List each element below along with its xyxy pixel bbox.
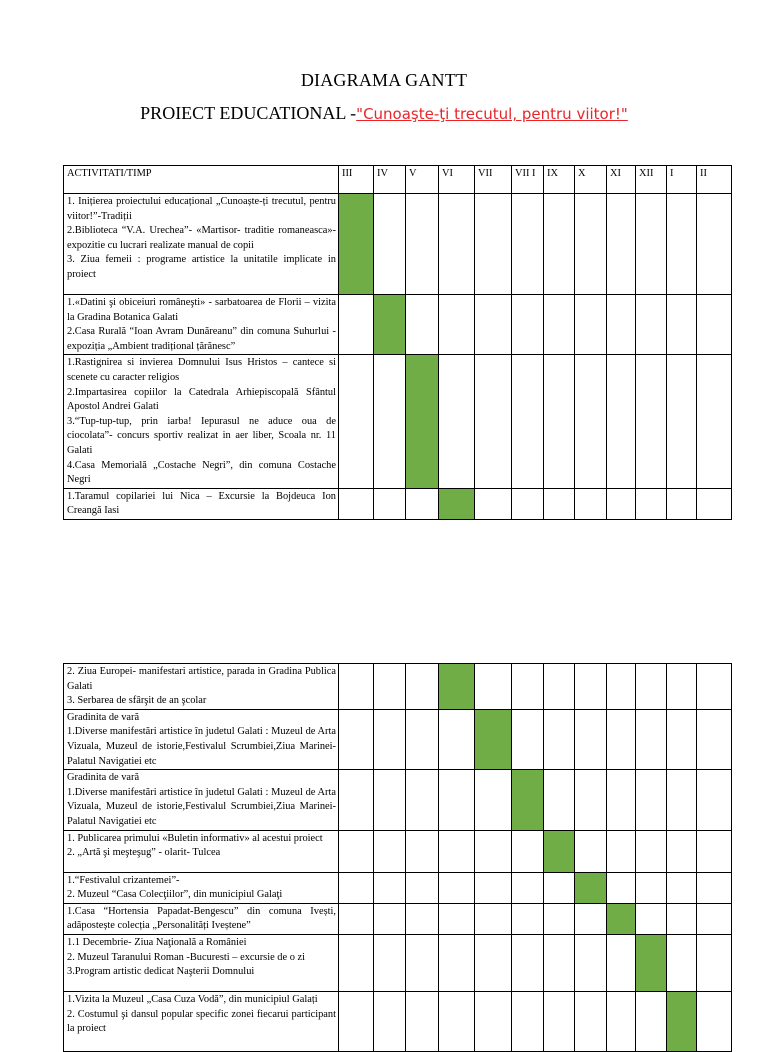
gantt-bar xyxy=(512,770,544,830)
month-header: VII I xyxy=(512,166,544,194)
month-header: VII xyxy=(475,166,512,194)
month-cell xyxy=(544,903,575,934)
activity-line: 4.Casa Memorială „Costache Negri”, din comuna Costache Negri xyxy=(67,459,336,486)
month-cell xyxy=(697,709,732,769)
activity-line: 1. Publicarea primului «Buletin informativ» al acestui proiect xyxy=(67,832,323,844)
activity-row xyxy=(64,770,732,830)
activity-cell xyxy=(64,355,339,488)
month-cell xyxy=(544,355,575,488)
month-cell xyxy=(439,770,475,830)
month-cell xyxy=(374,934,406,991)
month-cell xyxy=(697,872,732,903)
month-cell xyxy=(607,488,636,519)
month-cell xyxy=(636,770,667,830)
month-cell xyxy=(475,872,512,903)
month-cell xyxy=(374,770,406,830)
month-cell xyxy=(475,991,512,1051)
month-cell xyxy=(544,991,575,1051)
month-header: IV xyxy=(374,166,406,194)
activity-line: 3. Ziua femeii : programe artistice la unitatile implicate in proiect xyxy=(67,254,336,280)
month-cell xyxy=(575,991,607,1051)
month-cell xyxy=(374,355,406,488)
month-cell xyxy=(575,194,607,295)
month-cell xyxy=(374,872,406,903)
activity-line: 2. Muzeul “Casa Colecţiilor”, din municipiul Galaţi xyxy=(67,889,283,901)
gantt-bar xyxy=(439,488,475,519)
activity-row xyxy=(64,295,732,355)
activity-row xyxy=(64,872,732,903)
activity-cell xyxy=(64,770,339,830)
month-cell xyxy=(544,934,575,991)
month-cell xyxy=(339,355,374,488)
month-cell xyxy=(512,194,544,295)
month-cell xyxy=(575,709,607,769)
month-cell xyxy=(697,770,732,830)
month-cell xyxy=(475,295,512,355)
activity-cell xyxy=(64,934,339,991)
gantt-table-2 xyxy=(63,663,732,1052)
activity-line: 2. Muzeul Taranului Roman -Bucuresti – excursie de o zi xyxy=(67,951,305,963)
month-cell xyxy=(439,934,475,991)
month-cell xyxy=(406,488,439,519)
month-header: V xyxy=(406,166,439,194)
month-cell xyxy=(667,488,697,519)
activity-row xyxy=(64,664,732,710)
month-cell xyxy=(667,355,697,488)
month-header: XI xyxy=(607,166,636,194)
month-cell xyxy=(475,770,512,830)
month-cell xyxy=(512,872,544,903)
month-cell xyxy=(339,770,374,830)
activity-cell xyxy=(64,830,339,872)
month-cell xyxy=(512,295,544,355)
month-cell xyxy=(475,355,512,488)
activity-row xyxy=(64,194,732,295)
month-cell xyxy=(406,770,439,830)
gantt-header-row xyxy=(64,166,732,194)
month-cell xyxy=(339,903,374,934)
activity-cell xyxy=(64,903,339,934)
month-cell xyxy=(544,194,575,295)
month-cell xyxy=(475,488,512,519)
gantt-bar xyxy=(575,872,607,903)
month-cell xyxy=(667,664,697,710)
month-cell xyxy=(607,872,636,903)
activity-line: 2. Ziua Europei- manifestari artistice, parada in Gradina Publica Galati xyxy=(67,666,336,692)
month-cell xyxy=(636,709,667,769)
month-cell xyxy=(439,903,475,934)
activity-line: 2.Impartasirea copiilor la Catedrala Arhiepiscopală Sfântul Apostol Andrei Galati xyxy=(67,386,336,413)
month-cell xyxy=(339,830,374,872)
gantt-table-1 xyxy=(63,165,732,520)
activity-line: Gradinita de vară xyxy=(67,772,140,784)
month-cell xyxy=(667,934,697,991)
month-cell xyxy=(667,194,697,295)
activity-row xyxy=(64,934,732,991)
month-cell xyxy=(339,991,374,1051)
month-cell xyxy=(374,903,406,934)
gantt-bar xyxy=(636,934,667,991)
activity-row xyxy=(64,830,732,872)
month-cell xyxy=(475,903,512,934)
month-cell xyxy=(406,872,439,903)
month-cell xyxy=(374,709,406,769)
month-header: I xyxy=(667,166,697,194)
month-cell xyxy=(697,295,732,355)
month-cell xyxy=(512,709,544,769)
month-cell xyxy=(636,903,667,934)
activity-line: 1.Diverse manifestări artistice în judetul Galati : Muzeul de Arta Vizuala, Muzeul de istorie,Festivalul Scrumbiei,Ziua Marinei-Palatul Navigatiei etc xyxy=(67,726,336,767)
project-name: "Cunoaşte-ţi trecutul, pentru viitor!" xyxy=(356,105,628,123)
month-cell xyxy=(575,664,607,710)
gantt-bar xyxy=(667,991,697,1051)
month-cell xyxy=(439,295,475,355)
month-cell xyxy=(512,903,544,934)
activity-row xyxy=(64,488,732,519)
month-cell xyxy=(374,830,406,872)
month-cell xyxy=(667,709,697,769)
activity-cell xyxy=(64,194,339,295)
activity-line: 3.Program artistic dedicat Naşterii Domnului xyxy=(67,966,255,978)
month-cell xyxy=(544,872,575,903)
month-header: II xyxy=(697,166,732,194)
month-cell xyxy=(607,295,636,355)
document-subtitle xyxy=(0,103,768,124)
month-cell xyxy=(575,830,607,872)
activity-line: 2.Biblioteca “V.A. Urechea”- «Martisor- traditie romaneasca»- expozitie cu lucrari realizate manual de copii xyxy=(67,225,336,251)
month-cell xyxy=(667,903,697,934)
month-cell xyxy=(697,664,732,710)
activity-cell xyxy=(64,488,339,519)
month-cell xyxy=(607,991,636,1051)
month-cell xyxy=(475,664,512,710)
month-cell xyxy=(439,991,475,1051)
month-cell xyxy=(512,355,544,488)
month-cell xyxy=(439,830,475,872)
gantt-bar xyxy=(475,709,512,769)
activity-row xyxy=(64,355,732,488)
month-header: XII xyxy=(636,166,667,194)
month-cell xyxy=(339,709,374,769)
month-cell xyxy=(697,903,732,934)
month-cell xyxy=(512,934,544,991)
month-cell xyxy=(512,830,544,872)
subtitle-prefix: PROIECT EDUCATIONAL - xyxy=(140,103,357,123)
month-header: III xyxy=(339,166,374,194)
month-cell xyxy=(512,488,544,519)
month-cell xyxy=(406,991,439,1051)
month-cell xyxy=(544,770,575,830)
gantt-bar xyxy=(339,194,374,295)
month-cell xyxy=(667,830,697,872)
activity-line: 1.«Datini şi obiceiuri româneşti» - sarbatoarea de Florii – vizita la Gradina Botanica Galati xyxy=(67,297,336,323)
month-cell xyxy=(374,991,406,1051)
month-cell xyxy=(636,488,667,519)
gantt-bar xyxy=(406,355,439,488)
month-cell xyxy=(374,488,406,519)
month-cell xyxy=(475,830,512,872)
month-cell xyxy=(544,295,575,355)
month-cell xyxy=(607,355,636,488)
gantt-bar xyxy=(439,664,475,710)
activity-line: 1.Rastignirea si invierea Domnului Isus Hristos – cantece si scenete cu caracter religios xyxy=(67,357,336,383)
month-cell xyxy=(697,934,732,991)
activity-line: 1.Casa “Hortensia Papadat-Bengescu” din comuna Ivești, adăpostește colecția „Personalități Iveștene” xyxy=(67,905,336,932)
month-cell xyxy=(406,830,439,872)
month-cell xyxy=(636,872,667,903)
month-cell xyxy=(575,355,607,488)
month-cell xyxy=(339,934,374,991)
activity-cell xyxy=(64,664,339,710)
month-cell xyxy=(575,903,607,934)
month-cell xyxy=(406,194,439,295)
month-cell xyxy=(607,934,636,991)
month-cell xyxy=(575,770,607,830)
month-cell xyxy=(339,295,374,355)
activity-line: 1.Vizita la Muzeul „Casa Cuza Vodă”, din municipiul Galați xyxy=(67,993,318,1005)
month-cell xyxy=(667,872,697,903)
month-cell xyxy=(636,664,667,710)
month-cell xyxy=(636,194,667,295)
activity-time-header: ACTIVITATI/TIMP xyxy=(64,166,339,194)
activity-line: 2. Costumul şi dansul popular specific zonei fiecarui participant la proiect xyxy=(67,1008,336,1035)
activity-cell xyxy=(64,872,339,903)
month-cell xyxy=(636,830,667,872)
gantt-bar xyxy=(607,903,636,934)
month-cell xyxy=(544,709,575,769)
month-cell xyxy=(339,664,374,710)
month-cell xyxy=(339,488,374,519)
month-cell xyxy=(697,488,732,519)
month-cell xyxy=(607,194,636,295)
month-cell xyxy=(544,664,575,710)
activity-line: 2.Casa Rurală “Ioan Avram Dunăreanu” din comuna Suhurlui - expoziția „Ambient tradițional țărănesc” xyxy=(67,326,336,352)
activity-row xyxy=(64,991,732,1051)
activity-line: 2. „Artă şi meşteşug” - olarit- Tulcea xyxy=(67,847,221,859)
month-cell xyxy=(406,295,439,355)
activity-line: 1.Taramul copilariei lui Nica – Excursie la Bojdeuca Ion Creangă Iasi xyxy=(67,490,336,517)
month-header: IX xyxy=(544,166,575,194)
month-cell xyxy=(607,830,636,872)
month-cell xyxy=(475,194,512,295)
activity-cell xyxy=(64,991,339,1051)
month-cell xyxy=(544,488,575,519)
month-cell xyxy=(439,355,475,488)
month-cell xyxy=(575,488,607,519)
gantt-bar xyxy=(544,830,575,872)
month-cell xyxy=(439,872,475,903)
month-cell xyxy=(607,709,636,769)
month-cell xyxy=(406,903,439,934)
activity-row xyxy=(64,709,732,769)
activity-line: 1.1 Decembrie- Ziua Naţională a României xyxy=(67,936,247,948)
month-cell xyxy=(439,709,475,769)
month-cell xyxy=(512,991,544,1051)
document-title: DIAGRAMA GANTT xyxy=(300,70,468,90)
month-cell xyxy=(512,664,544,710)
month-cell xyxy=(697,355,732,488)
activity-line: 3. Serbarea de sfârşit de an şcolar xyxy=(67,695,207,707)
month-cell xyxy=(667,770,697,830)
month-cell xyxy=(406,664,439,710)
month-cell xyxy=(607,664,636,710)
month-cell xyxy=(636,295,667,355)
month-cell xyxy=(374,194,406,295)
activity-cell xyxy=(64,295,339,355)
activity-line: 3.“Tup-tup-tup, prin iarba! Iepurasul ne aduce oua de ciocolata”- concurs sportiv realizat in aer liber, Scoala nr. 11 Galati xyxy=(67,415,336,456)
month-cell xyxy=(697,194,732,295)
month-header: X xyxy=(575,166,607,194)
activity-row xyxy=(64,903,732,934)
month-cell xyxy=(697,830,732,872)
month-cell xyxy=(575,934,607,991)
month-header: VI xyxy=(439,166,475,194)
month-cell xyxy=(667,295,697,355)
activity-line: 1. Inițierea proiectului educațional „Cunoaște-ți trecutul, pentru viitor!”-Tradiții xyxy=(67,196,336,222)
month-cell xyxy=(406,709,439,769)
month-cell xyxy=(607,770,636,830)
month-cell xyxy=(439,194,475,295)
month-cell xyxy=(406,934,439,991)
gantt-bar xyxy=(374,295,406,355)
activity-line: 1.“Festivalul crizantemei”- xyxy=(67,874,180,886)
month-cell xyxy=(374,664,406,710)
month-cell xyxy=(697,991,732,1051)
activity-cell xyxy=(64,709,339,769)
month-cell xyxy=(339,872,374,903)
month-cell xyxy=(636,355,667,488)
month-cell xyxy=(475,934,512,991)
activity-line: 1.Diverse manifestări artistice în judetul Galati : Muzeul de Arta Vizuala, Muzeul de istorie,Festivalul Scrumbiei,Ziua Marinei-Palatul Navigatiei etc xyxy=(67,786,336,827)
month-cell xyxy=(636,991,667,1051)
month-cell xyxy=(575,295,607,355)
activity-line: Gradinita de vară xyxy=(67,711,140,723)
